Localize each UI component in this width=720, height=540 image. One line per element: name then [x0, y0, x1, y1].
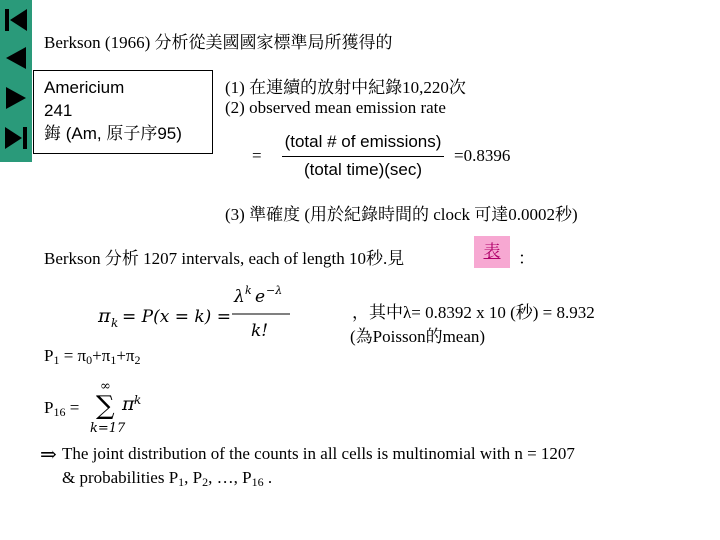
sum-pi: π	[122, 393, 135, 415]
analysis-text: Berkson 分析 1207 intervals, each of length 10秒.見	[44, 249, 405, 268]
next-slide-icon[interactable]	[4, 84, 28, 114]
sum-upper-limit: ∞	[100, 379, 111, 394]
p16-summation	[86, 376, 156, 438]
element-chinese: 鋂 (Am, 原子序95)	[44, 124, 182, 143]
pi-symbol: π	[98, 305, 111, 327]
conclusion-line-2: & probabilities $P_1$, $P_2$, …, $P_{16}$ .	[62, 468, 273, 489]
p16-label: $P_{16}$ =	[44, 398, 80, 419]
summation-symbol: ∑	[96, 391, 115, 421]
probability-expression: = P(x = k) =	[122, 307, 231, 327]
previous-slide-icon[interactable]	[4, 44, 28, 74]
table-link[interactable]: 表	[474, 236, 510, 268]
element-isotope: 241	[44, 101, 73, 120]
item-1: (1) 在連續的放射中紀錄10,220次	[225, 78, 466, 97]
fraction-numerator: (total # of emissions)	[284, 132, 442, 151]
slide-heading: Berkson (1966) 分析從美國國家標準局所獲得的	[44, 33, 393, 52]
analysis-colon: ：	[518, 249, 535, 268]
e-symbol: e	[255, 287, 266, 307]
lambda-note: ，其中λ= 0.8392 x 10 (秒) = 8.932	[352, 303, 595, 322]
fraction-bar	[282, 156, 444, 157]
p1-equation: $P_1 = \pi_0+\pi_1+\pi_2$	[44, 346, 141, 367]
item-3: (3) 準確度 (用於紀錄時間的 clock 可達0.0002秒)	[225, 205, 578, 224]
pi-subscript: k	[111, 316, 119, 330]
conclusion-line-1: The joint distribution of the counts in all cells is multinomial with n = 1207	[62, 444, 575, 463]
element-name: Americium	[44, 78, 125, 97]
first-slide-icon[interactable]	[4, 6, 28, 36]
slide-nav-bar	[0, 0, 32, 162]
fraction-denominator: (total time)(sec)	[303, 160, 423, 179]
equals-sign: =	[252, 146, 262, 165]
implies-arrow-icon: ⇒	[40, 444, 57, 466]
item-2: (2) observed mean emission rate	[225, 98, 446, 117]
sum-lower-limit: k=17	[90, 421, 126, 436]
last-slide-icon[interactable]	[4, 124, 28, 154]
lambda-exponent: k	[245, 284, 252, 297]
poisson-formula	[96, 280, 300, 342]
sum-pi-index: k	[134, 393, 142, 407]
rate-result: =0.8396	[454, 146, 511, 165]
k-factorial: k!	[251, 321, 269, 341]
poisson-mean-note: (為Poisson的mean)	[350, 327, 486, 346]
lambda-symbol: λ	[234, 287, 245, 307]
e-exponent: −λ	[266, 284, 283, 297]
element-info-box	[33, 70, 213, 154]
